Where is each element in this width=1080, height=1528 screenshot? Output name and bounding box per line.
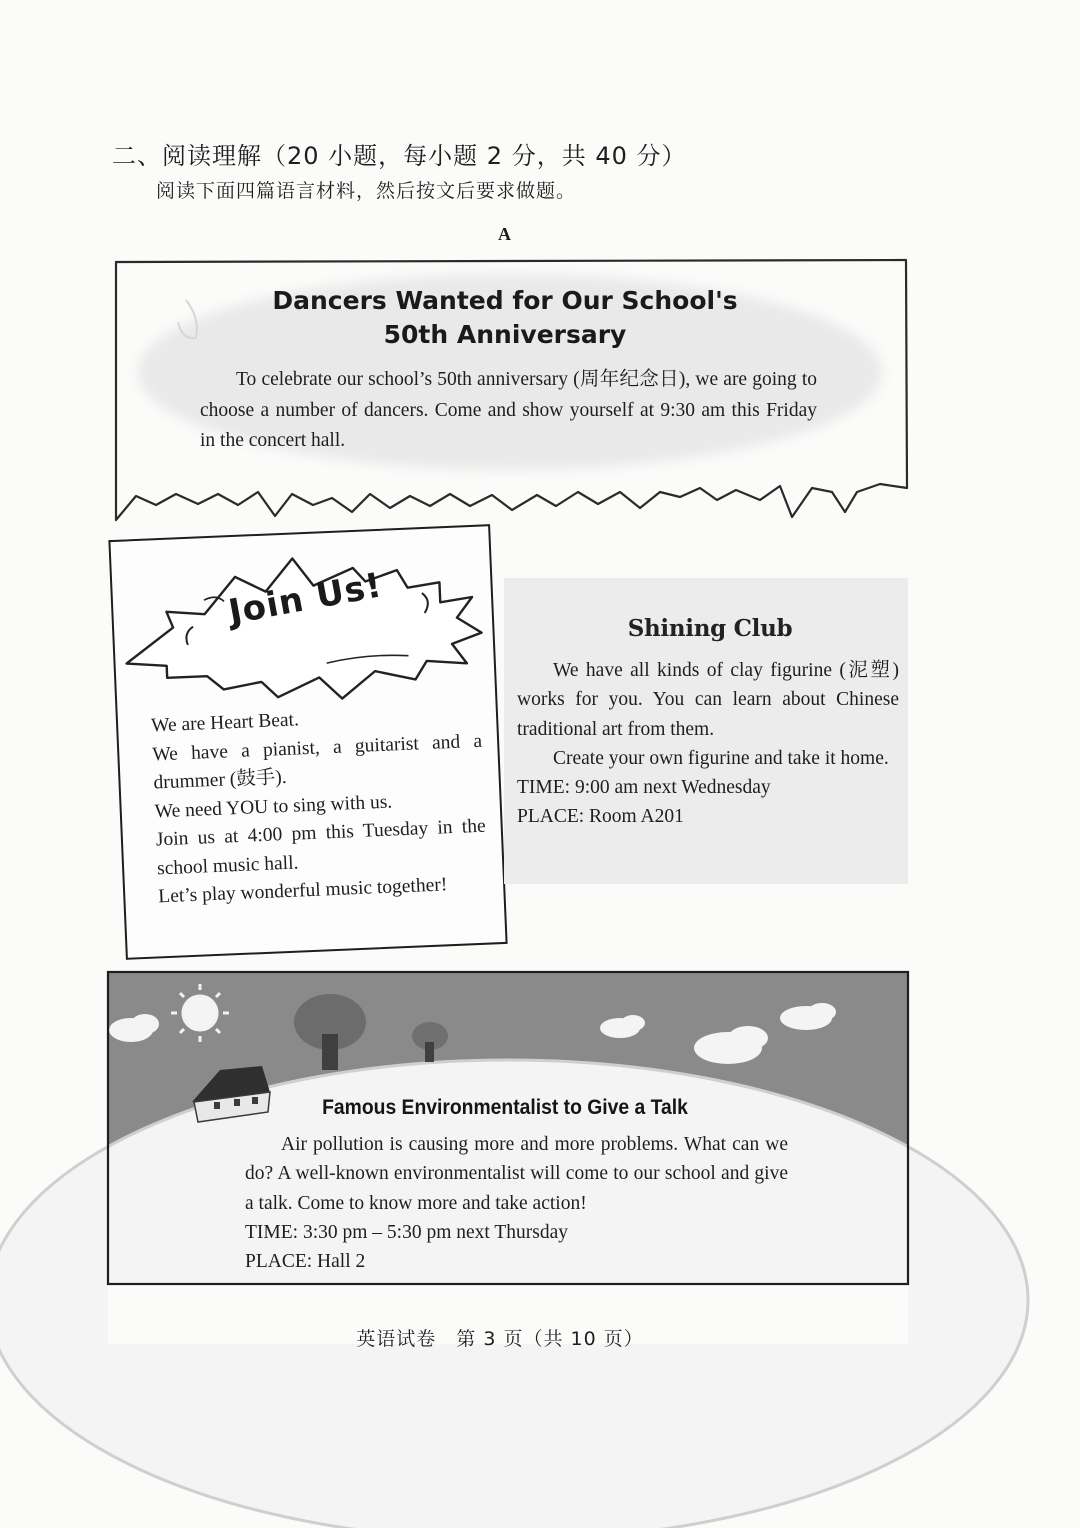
- shining-club-title: Shining Club: [627, 615, 793, 642]
- join-us-body: [151, 699, 489, 912]
- join-us-line: We need YOU to sing with us.: [154, 791, 393, 822]
- join-us-line: Let’s play wonderful music together!: [157, 874, 448, 908]
- shining-club-para1: We have all kinds of clay figurine (泥塑) works for you. You can learn about Chinese traditional art from them.: [517, 660, 899, 740]
- shining-club-time: TIME: 9:00 am next Wednesday: [517, 777, 771, 799]
- shining-club-para2: Create your own figurine and take it home.: [553, 747, 889, 769]
- join-us-line: We are Heart Beat.: [150, 709, 300, 737]
- talk-time: TIME: 3:30 pm – 5:30 pm next Thursday: [245, 1221, 568, 1243]
- passage-letter: A: [498, 224, 511, 244]
- section-instruction: 阅读下面四篇语言材料，然后按文后要求做题。: [156, 180, 577, 202]
- join-us-line: Join us at 4:00 pm this Tuesday in the school music hall.: [155, 815, 487, 879]
- talk-body-text: Air pollution is causing more and more problems. What can we do? A well-known environmentalist will come to our school and give a talk. Come to know more and take action!: [245, 1134, 788, 1214]
- join-us-line: We have a pianist, a guitarist and a drummer (鼓手).: [151, 730, 483, 794]
- page-footer: 英语试卷 第 3 页（共 10 页）: [356, 1328, 644, 1350]
- dancers-body-text: To celebrate our school’s 50th anniversary (周年纪念日), we are going to choose a number of dancers. Come and show yourself at 9:30 am this Friday in the concert hall.: [200, 369, 817, 451]
- dancers-title-line1: Dancers Wanted for Our School's: [272, 286, 738, 315]
- dancers-notice-body: [200, 365, 817, 457]
- shining-club-place: PLACE: Room A201: [517, 806, 684, 828]
- talk-title: Famous Environmentalist to Give a Talk: [322, 1096, 688, 1119]
- shining-club-body: [517, 656, 899, 832]
- join-us-card: [109, 525, 506, 959]
- talk-body: [245, 1130, 788, 1276]
- dancers-notice-title: [180, 284, 830, 352]
- section-heading: 二、阅读理解（20 小题，每小题 2 分，共 40 分）: [112, 142, 687, 170]
- dancers-title-line2: 50th Anniversary: [383, 320, 627, 349]
- join-us-title: Join Us!: [225, 565, 386, 633]
- talk-place: PLACE: Hall 2: [245, 1251, 366, 1273]
